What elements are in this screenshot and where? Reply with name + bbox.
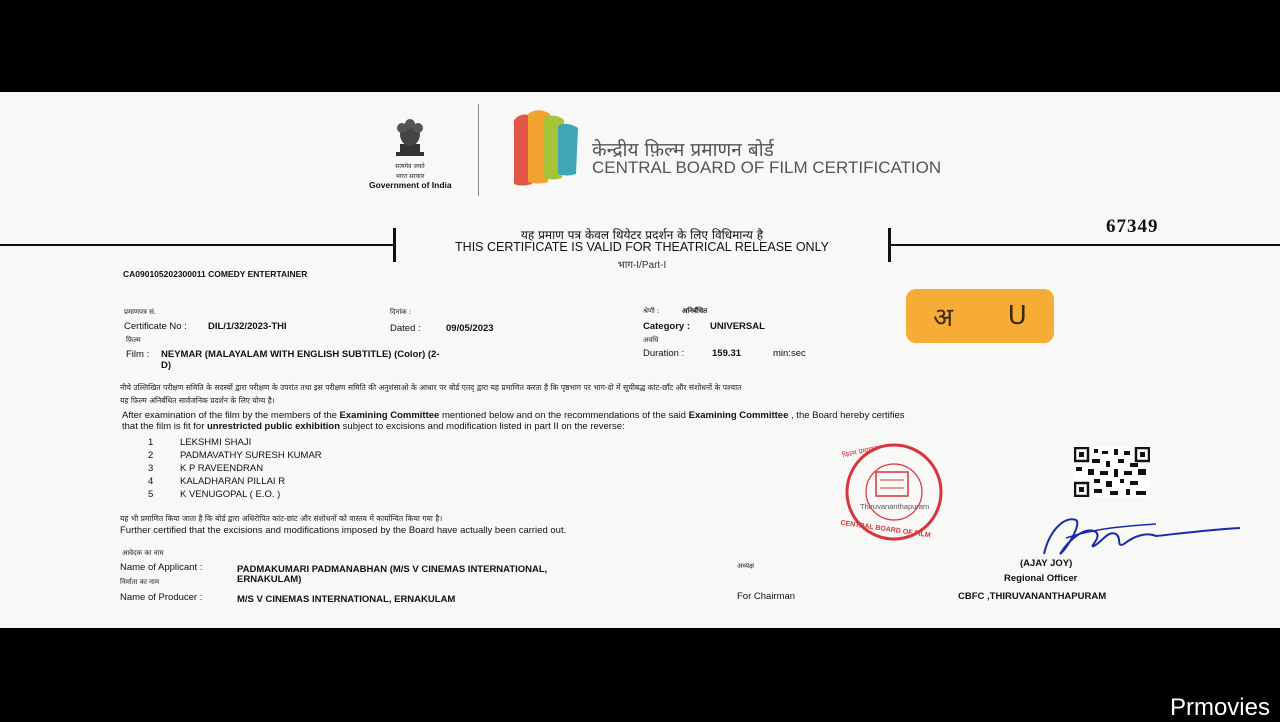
dated-label: Dated : (390, 323, 421, 334)
hindi-paragraph: नीचे उल्लिखित परीक्षण समिति के सदस्यों द्वारा परीक्षण के उपरांत तथा इस परीक्षण समिति की अनुशंसाओ के आधार पर बोर्ड एतद् द्वारा यह प्रमाणित करता है कि पृष्ठभाग पर भाग-दो में सूचीबद्ध कांट-छाँट और संशोधनों के पश्चात (120, 383, 742, 392)
applicant-label: Name of Applicant : (120, 562, 203, 573)
category-value-hindi: अनिर्बंधित (682, 307, 708, 315)
certificate-no-label-hindi: प्रमाणपत्र सं. (124, 308, 157, 316)
header-divider (478, 104, 479, 196)
category-label: Category : (643, 321, 690, 332)
film-label-hindi: फ़िल्म (126, 336, 141, 344)
category-value: UNIVERSAL (710, 321, 765, 332)
further-certified-english: Further certified that the excisions and modifications imposed by the Board have actually been carried out. (120, 525, 567, 536)
producer-label-hindi: निर्माता का नाम (120, 578, 160, 586)
chairman-hindi: अध्यक्ष (737, 562, 755, 570)
applicant-label-hindi: आवेदक का नाम (122, 549, 164, 557)
producer-label: Name of Producer : (120, 592, 203, 603)
emblem-hindi: भारत सरकार (395, 173, 425, 180)
certificate-document (0, 92, 1280, 628)
for-chairman: For Chairman (737, 591, 796, 602)
further-certified-hindi: यह भी प्रमाणित किया जाता है कि बोर्ड द्वारा अधिरोपित कांट-छांट और संशोधनों को वास्तव में कार्यान्वित किया गया है। (120, 514, 443, 523)
certificate-no-value: DIL/1/32/2023-THI (208, 321, 287, 332)
category-label-hindi: श्रेणी : (643, 307, 660, 315)
cbfc-logo-icon (510, 108, 582, 190)
signatory-name: (AJAY JOY) (1020, 558, 1073, 569)
banner-left-bracket (393, 228, 396, 262)
duration-value: 159.31 (712, 348, 742, 359)
producer-value: M/S V CINEMAS INTERNATIONAL, ERNAKULAM (237, 594, 456, 605)
rating-badge-hindi: अ (933, 303, 954, 333)
signatory-office: CBFC ,THIRUVANANTHAPURAM (958, 591, 1107, 602)
board-name-hindi: केन्द्रीय फ़िल्म प्रमाणन बोर्ड (592, 139, 774, 161)
board-name-english: CENTRAL BOARD OF FILM CERTIFICATION (592, 158, 942, 177)
film-title-line1: NEYMAR (MALAYALAM WITH ENGLISH SUBTITLE) (Color) (2- (161, 349, 440, 360)
hindi-paragraph-line2: यह फ़िल्म अनिर्बंधित सार्वजनिक प्रदर्शन के लिए योग्य है। (120, 396, 275, 405)
right-rule (890, 244, 1280, 246)
english-paragraph-line1: After examination of the film by the members of the Examining Committee mentioned below and on the recommendations of the said Examining Committee , the Board hereby certifies (122, 410, 905, 421)
banner-part: भाग-I/Part-I (617, 260, 667, 271)
english-paragraph-line2: that the film is fit for unrestricted public exhibition subject to excisions and modification listed in part II on the reverse: (122, 421, 625, 432)
qr-code-icon (1074, 447, 1150, 497)
emblem-caption: Government of India (369, 180, 452, 190)
banner-english: THIS CERTIFICATE IS VALID FOR THEATRICAL RELEASE ONLY (455, 240, 829, 254)
signature-icon (1036, 508, 1242, 564)
applicant-value-line2: ERNAKULAM) (237, 574, 302, 585)
signatory-title: Regional Officer (1004, 573, 1078, 584)
watermark: Prmovies (1169, 694, 1270, 721)
list-item: 4 KALADHARAN PILLAI R (148, 476, 286, 487)
stamp-city: Thiruvananthapuram (860, 502, 930, 511)
national-emblem-icon (386, 114, 434, 166)
duration-unit: min:sec (773, 348, 806, 359)
dated-value: 09/05/2023 (446, 323, 494, 334)
duration-label-hindi: अवधि (643, 336, 659, 344)
certificate-no-label: Certificate No : (124, 321, 187, 332)
applicant-value-line1: PADMAKUMARI PADMANABHAN (M/S V CINEMAS INTERNATIONAL, (237, 564, 548, 575)
duration-label: Duration : (643, 348, 685, 359)
stamp-text-top: फ़िल्म प्रमाणन (841, 444, 879, 460)
left-rule (0, 244, 394, 246)
emblem-motto: सत्यमेव जयते (395, 163, 425, 170)
serial-number: 67349 (1106, 216, 1159, 237)
list-item: 5 K VENUGOPAL ( E.O. ) (148, 489, 281, 500)
list-item: 3 K P RAVEENDRAN (148, 463, 264, 474)
film-title-line2: D) (161, 360, 172, 371)
banner-hindi: यह प्रमाण पत्र केवल थियेटर प्रदर्शन के लिए विधिमान्य है (520, 228, 764, 242)
dated-label-hindi: दिनांक : (390, 308, 412, 316)
rating-badge-letter: U (1007, 301, 1027, 331)
rating-badge (906, 289, 1054, 343)
stamp-text-bottom: CENTRAL BOARD OF FILM (839, 519, 931, 540)
banner-right-bracket (888, 228, 891, 262)
film-label: Film : (126, 349, 150, 360)
list-item: 2 PADMAVATHY SURESH KUMAR (148, 450, 322, 461)
reference-code: CA090105202300011 COMEDY ENTERTAINER (123, 269, 308, 279)
list-item: 1 LEKSHMI SHAJI (148, 437, 252, 448)
